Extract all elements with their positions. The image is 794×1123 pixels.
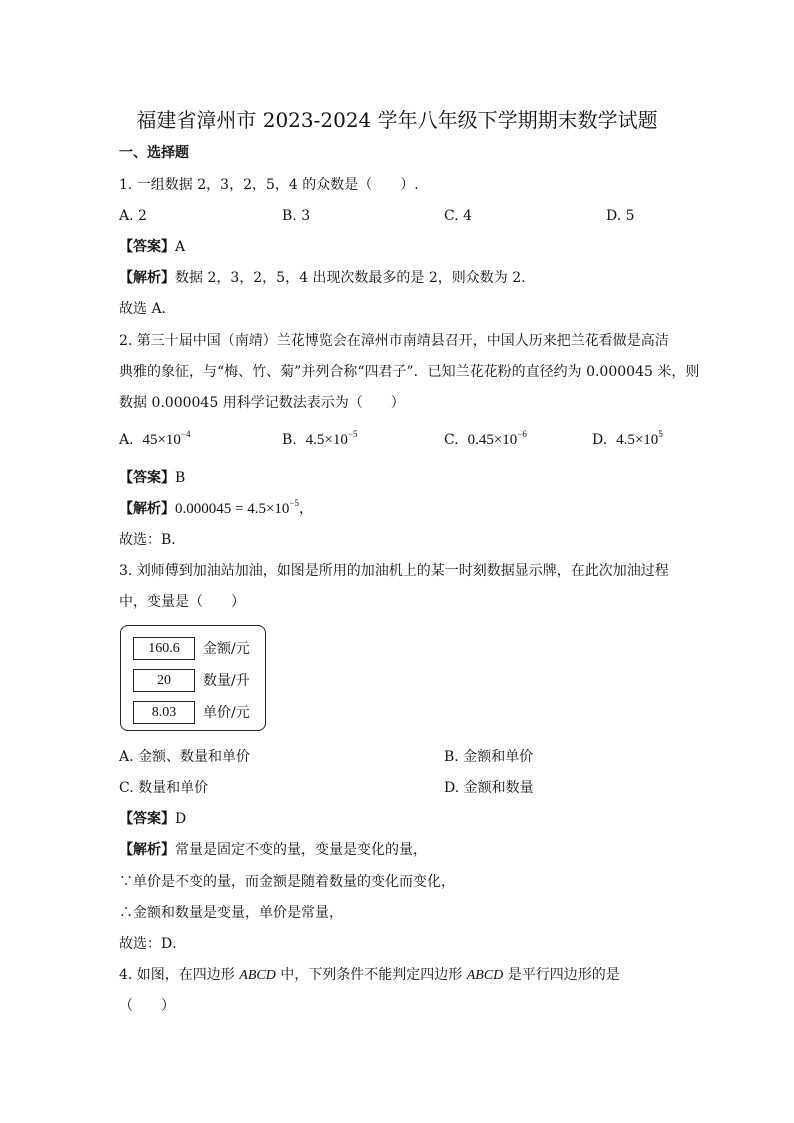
analysis-text: 数据 2，3，2，5，4 出现次数最多的是 2，则众数为 2． [175, 270, 536, 286]
quantity-value: 20 [133, 669, 195, 692]
unit-price-label: 单价/元 [203, 705, 250, 721]
q1-option-d: D. 5 [606, 208, 635, 224]
analysis-math [175, 498, 299, 517]
answer-value: D [175, 811, 187, 827]
q1-option-c: C. 4 [444, 208, 473, 224]
q4-text: 是平行四边形的是 [503, 967, 620, 983]
q2-analysis [119, 499, 313, 519]
question-3-line-2: 中，变量是（ ） [119, 594, 245, 610]
q1-answer [119, 237, 185, 257]
q2-option-b [282, 430, 357, 450]
q2-option-a [119, 430, 191, 450]
q3-therefore: ∴金额和数量是变量，单价是常量， [119, 905, 343, 921]
q3-option-a: A. 金额、数量和单价 [119, 749, 251, 765]
q1-option-a: A. 2 [119, 208, 147, 224]
math-base: 4.5×10 [305, 432, 348, 448]
option-letter: B. [282, 432, 297, 448]
q1-option-b: B. 3 [282, 208, 311, 224]
q2-answer [119, 468, 185, 488]
math-exponent: −5 [289, 498, 299, 508]
answer-tag: 【答案】 [119, 239, 175, 255]
option-math [142, 429, 191, 448]
question-4-line-1 [119, 965, 620, 986]
question-4-line-2: （ ） [119, 998, 175, 1014]
question-3-line-1: 3. 刘师傅到加油站加油，如图是所用的加油机上的某一时刻数据显示牌，在此次加油过程 [119, 563, 669, 579]
option-math [616, 429, 663, 448]
fuel-pump-display [120, 625, 266, 731]
option-math [305, 429, 358, 448]
display-row-unit-price [133, 700, 250, 724]
amount-label: 金额/元 [203, 641, 250, 657]
answer-value: B [175, 470, 186, 486]
answer-tag: 【答案】 [119, 470, 175, 486]
unit-price-value: 8.03 [133, 701, 195, 724]
q2-option-d [592, 430, 663, 450]
q4-shape-name: ABCD [466, 968, 504, 983]
q2-conclusion: 故选：B． [119, 532, 186, 548]
question-2-line-3: 数据 0.000045 用科学记数法表示为（ ） [119, 395, 405, 411]
option-math [467, 429, 527, 448]
q4-shape-name: ABCD [239, 968, 276, 983]
q1-analysis [119, 268, 535, 288]
q4-text: 中，下列条件不能判定四边形 [275, 967, 467, 983]
answer-value: A [175, 239, 186, 255]
q3-analysis [119, 840, 427, 860]
math-exponent: 5 [658, 429, 663, 439]
analysis-text: 常量是固定不变的量，变量是变化的量， [175, 842, 427, 858]
answer-tag: 【答案】 [119, 811, 175, 827]
math-base: 0.45×10 [467, 432, 518, 448]
q3-answer [119, 809, 186, 829]
math-exponent: −6 [517, 429, 527, 439]
question-2-line-1: 2. 第三十届中国（南靖）兰花博览会在漳州市南靖县召开，中国人历来把兰花看做是高洁 [119, 333, 669, 349]
display-row-amount [133, 636, 250, 660]
math-base: 4.5×10 [616, 432, 659, 448]
analysis-tag: 【解析】 [119, 501, 175, 517]
amount-value: 160.6 [133, 637, 195, 660]
section-heading: 一、选择题 [119, 145, 189, 161]
math-base: 0.000045 = 4.5×10 [175, 501, 290, 517]
display-row-quantity [133, 668, 250, 692]
option-letter: C. [444, 432, 459, 448]
question-2-line-2: 典雅的象征，与“梅、竹、菊”并列合称“四君子”．已知兰花花粉的直径约为 0.000045 米，则 [119, 364, 700, 380]
q3-conclusion: 故选：D． [119, 936, 187, 952]
q3-option-d: D. 金额和数量 [444, 780, 534, 796]
analysis-tag: 【解析】 [119, 842, 175, 858]
math-exponent: −4 [180, 429, 191, 439]
math-exponent: −5 [347, 429, 358, 439]
q1-conclusion: 故选 A． [119, 301, 176, 317]
q3-option-b: B. 金额和单价 [444, 749, 534, 765]
option-letter: D. [592, 432, 608, 448]
math-base: 45×10 [142, 432, 181, 448]
q2-option-c [444, 430, 527, 450]
page-title: 福建省漳州市 2023-2024 学年八年级下学期期末数学试题 [136, 108, 658, 132]
option-letter: A. [119, 432, 134, 448]
question-1-stem: 1. 一组数据 2，3，2，5，4 的众数是（ ）. [119, 177, 419, 193]
analysis-tag: 【解析】 [119, 270, 175, 286]
q3-option-c: C. 数量和单价 [119, 780, 209, 796]
quantity-label: 数量/升 [203, 673, 250, 689]
q4-text: 4. 如图，在四边形 [119, 967, 240, 983]
analysis-tail: ， [299, 501, 313, 517]
q3-because: ∵单价是不变的量，而金额是随着数量的变化而变化， [119, 874, 455, 890]
